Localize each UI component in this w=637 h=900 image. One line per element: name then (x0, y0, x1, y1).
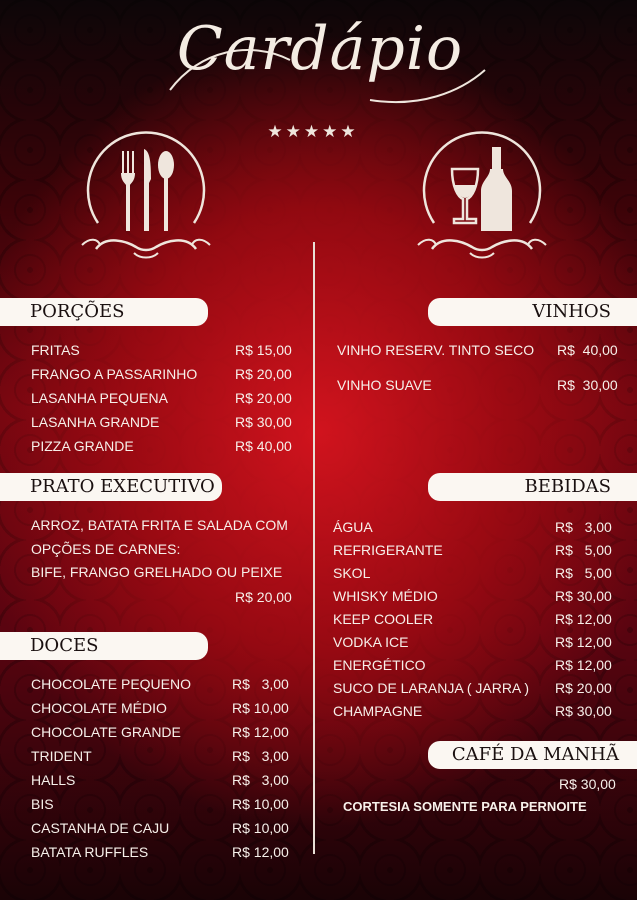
menu-item-price: R$ 3,00 (232, 772, 289, 788)
menu-item-price: R$ 20,00 (235, 366, 292, 382)
menu-item-name: WHISKY MÉDIO (333, 588, 438, 604)
prato-description-line: OPÇÕES DE CARNES: (31, 541, 181, 557)
menu-item-name: ENERGÉTICO (333, 657, 426, 673)
menu-item-name: CASTANHA DE CAJU (31, 820, 170, 836)
section-header-porcoes: PORÇÕES (0, 298, 208, 326)
menu-item-name: BATATA RUFFLES (31, 844, 149, 860)
menu-item-name: REFRIGERANTE (333, 542, 443, 558)
prato-description-line: ARROZ, BATATA FRITA E SALADA COM (31, 517, 288, 533)
menu-item-price: R$ 12,00 (555, 611, 612, 627)
rating-stars: ★★★★★ (267, 122, 359, 141)
menu-item-price: R$ 20,00 (555, 680, 612, 696)
menu-item-price: R$ 3,00 (555, 519, 612, 535)
column-divider (313, 242, 315, 854)
menu-item-price: R$ 5,00 (555, 542, 612, 558)
menu-item-name: CHOCOLATE MÉDIO (31, 700, 167, 716)
page-title: Cardápio (176, 14, 464, 84)
menu-item-name: KEEP COOLER (333, 611, 434, 627)
menu-item-price: R$ 30,00 (557, 377, 618, 393)
menu-item-price: R$ 20,00 (235, 390, 292, 406)
menu-item-name: CHOCOLATE GRANDE (31, 724, 181, 740)
menu-item-name: CHOCOLATE PEQUENO (31, 676, 191, 692)
cutlery-icon (76, 125, 216, 265)
prato-description-line: BIFE, FRANGO GRELHADO OU PEIXE (31, 564, 283, 580)
section-header-prato-executivo: PRATO EXECUTIVO (0, 473, 222, 501)
section-header-vinhos: VINHOS (428, 298, 637, 326)
menu-item-name: SUCO DE LARANJA ( JARRA ) (333, 680, 530, 696)
menu-item-price: R$ 30,00 (555, 703, 612, 719)
menu-item-name: BIS (31, 796, 54, 812)
menu-item-price: R$ 40,00 (235, 438, 292, 454)
menu-item-name: VINHO SUAVE (337, 377, 432, 393)
menu-item-price: R$ 3,00 (232, 748, 289, 764)
menu-item-price: R$ 10,00 (232, 796, 289, 812)
menu-item-name: LASANHA GRANDE (31, 414, 160, 430)
menu-item-price: R$ 15,00 (235, 342, 292, 358)
menu-item-name: TRIDENT (31, 748, 92, 764)
menu-item-name: FRITAS (31, 342, 80, 358)
menu-item-price: R$ 10,00 (232, 820, 289, 836)
section-header-doces: DOCES (0, 632, 208, 660)
menu-item-name: FRANGO A PASSARINHO (31, 366, 198, 382)
cafe-note: CORTESIA SOMENTE PARA PERNOITE (343, 799, 587, 814)
menu-item-price: R$ 12,00 (555, 657, 612, 673)
menu-item-price: R$ 5,00 (555, 565, 612, 581)
cafe-price: R$ 30,00 (559, 776, 616, 792)
wine-bottle-icon (412, 125, 552, 265)
menu-item-name: VINHO RESERV. TINTO SECO (337, 342, 535, 358)
menu-item-price: R$ 3,00 (232, 676, 289, 692)
menu-item-price: R$ 12,00 (555, 634, 612, 650)
menu-item-name: VODKA ICE (333, 634, 409, 650)
menu-item-name: ÁGUA (333, 519, 373, 535)
menu-item-name: HALLS (31, 772, 76, 788)
menu-item-price: R$ 30,00 (235, 414, 292, 430)
menu-item-price: R$ 30,00 (555, 588, 612, 604)
section-header-bebidas: BEBIDAS (428, 473, 637, 501)
menu-item-name: LASANHA PEQUENA (31, 390, 168, 406)
section-header-cafe-da-manha: CAFÉ DA MANHÃ (428, 741, 637, 769)
menu-item-price: R$ 40,00 (557, 342, 618, 358)
menu-item-name: SKOL (333, 565, 371, 581)
prato-price: R$ 20,00 (235, 589, 292, 605)
menu-item-price: R$ 10,00 (232, 700, 289, 716)
menu-item-name: PIZZA GRANDE (31, 438, 134, 454)
menu-item-price: R$ 12,00 (232, 844, 289, 860)
menu-item-price: R$ 12,00 (232, 724, 289, 740)
menu-item-name: CHAMPAGNE (333, 703, 423, 719)
